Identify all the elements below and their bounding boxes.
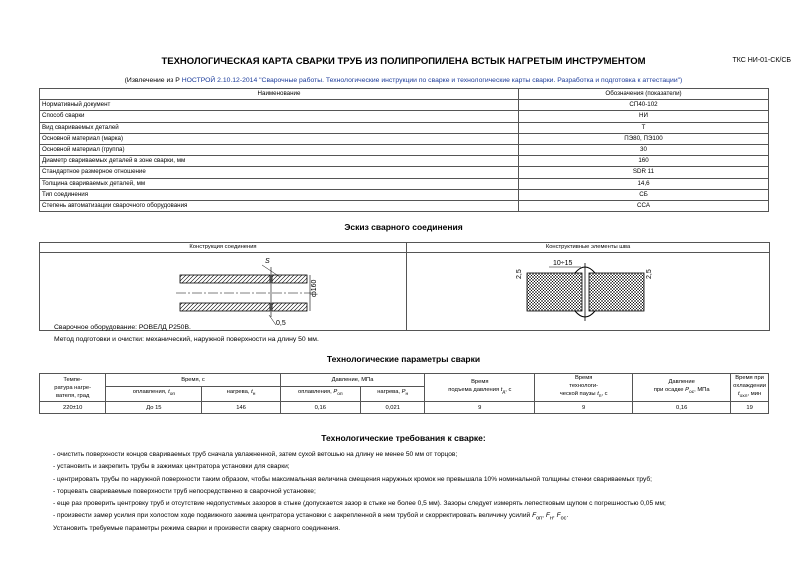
sub-time-melt-label: оплавления,: [132, 389, 167, 396]
params-header-value: Обозначения (показатели): [519, 89, 769, 100]
col-pressure: Давление, МПа: [280, 374, 425, 387]
param-value: 14,6: [519, 178, 769, 189]
sub-time-heat: нагрева, $t_н$: [202, 386, 280, 401]
requirement-item: - установить и закрепить трубы в зажимах центратора установки для сварки;: [53, 463, 290, 470]
dim-range-label: 10÷15: [553, 260, 573, 267]
sub-time-melt: оплавления, $t_{оп}$: [106, 386, 202, 401]
requirement-item: - торцевать свариваемые поверхности труб непосредственно в сварочной установке;: [53, 488, 316, 495]
sketch-col-elements: Конструктивные элементы шва: [407, 243, 770, 253]
sub-pressure-heat-label: нагрева,: [377, 389, 401, 396]
col-lift-time: Время подъема давления $t_д$, с: [425, 374, 535, 402]
param-value: НИ: [519, 111, 769, 122]
table-row: [40, 111, 769, 122]
temp-h3: вателя, град: [55, 392, 90, 399]
sketch-title: Эскиз сварного соединения: [344, 222, 463, 232]
col-temperature: [40, 374, 106, 402]
value-temperature: 220±10: [40, 402, 106, 414]
value-heat-time: 146: [202, 402, 280, 414]
param-name: Стандартное размерное отношение: [40, 167, 519, 178]
requirement-item: - произвести замер усилия при холостом ходе подвижного зажима центратора установки с закрепленной в нем трубой и скорректировать величину усилий $F_{оп}$, $F_н$, $F_{ос}$.: [53, 512, 569, 522]
value-lift-time: 9: [425, 402, 535, 414]
table-row: [40, 189, 769, 200]
pipe-wall-left: [527, 273, 582, 311]
cool-unit: , мин: [747, 391, 762, 397]
param-value: СП40-102: [519, 100, 769, 111]
col-time: Время, с: [106, 374, 280, 387]
sub-pressure-heat: нагрева, $P_н$: [360, 386, 424, 401]
joint-construction-drawing: [40, 253, 406, 328]
param-name: Основной материал (группа): [40, 145, 519, 156]
table-row: [40, 156, 769, 167]
pipe-wall-right: [589, 273, 644, 311]
pause-h2: технологи-: [569, 383, 599, 389]
table-row: [40, 167, 769, 178]
weld-elements-cell: [407, 253, 770, 331]
requirements-title: Технологические требования к сварке:: [321, 433, 486, 443]
param-value: ССА: [519, 201, 769, 212]
pause-unit: , с: [601, 391, 608, 397]
tech-params-title: Технологические параметры сварки: [326, 354, 481, 364]
table-row: [40, 133, 769, 144]
extract-note: [0, 77, 807, 84]
requirement-item-text: - произвести замер усилия при холостом ходе подвижного зажима центратора установки с закрепленной в нем трубой и скорректировать величину усилий: [53, 512, 531, 519]
lift-h2: подъема давления: [448, 387, 500, 393]
temp-h2: ратура нагре-: [54, 384, 92, 391]
table-row: [40, 100, 769, 111]
sketch-col-construction: Конструкция соединения: [40, 243, 407, 253]
lift-unit: , с: [505, 387, 512, 393]
param-value: ПЭ80, ПЭ100: [519, 133, 769, 144]
value-cooling-time: 19: [731, 402, 769, 414]
sub-time-heat-label: нагрева,: [226, 389, 250, 396]
requirement-item: - центрировать трубы по наружной поверхности таким образом, чтобы максимальная величина смещения наружных кромок не превышала 10% номинальной толщины стенки свариваемых труб;: [53, 476, 652, 483]
param-name: Вид свариваемых деталей: [40, 122, 519, 133]
param-value: 30: [519, 145, 769, 156]
document-code: ТКС НИ-01-СК/СБ: [732, 57, 791, 64]
gap-leader: [269, 315, 276, 325]
dim-25b-label: 2,5: [646, 269, 653, 279]
col-cooling-time: Время при охлаждении $t_{охл}$, мин: [731, 374, 769, 402]
param-name: Основной материал (марка): [40, 133, 519, 144]
parameters-table: [39, 88, 769, 212]
tech-params-table: [39, 373, 769, 414]
param-value: Т: [519, 122, 769, 133]
param-name: Степень автоматизации сварочного оборудования: [40, 201, 519, 212]
param-name: Способ сварки: [40, 111, 519, 122]
equipment-line: Сварочное оборудование: РОВЕЛД Р250В.: [54, 324, 191, 331]
sub-pressure-melt-label: оплавления,: [298, 389, 332, 396]
value-heat-pressure: 0,021: [360, 402, 424, 414]
joint-construction-cell: [40, 253, 407, 331]
pause-h1: Время: [574, 375, 593, 381]
param-value: СБ: [519, 189, 769, 200]
cleaning-method-line: Метод подготовки и очистки: механический, наружной поверхности на длину 50 мм.: [54, 336, 319, 343]
extract-suffix: "Сварочные работы. Технологические инструкции по сварке и технологические карты сварки. Разработка и подготовка к аттестации"): [257, 77, 683, 84]
params-header-name: Наименование: [40, 89, 519, 100]
extract-prefix: (Извлечение из Р: [124, 77, 182, 84]
cool-h1: Время при: [735, 375, 764, 381]
param-name: Диаметр свариваемых деталей в зоне сварки, мм: [40, 156, 519, 167]
table-row: [40, 201, 769, 212]
value-melt-pressure: 0,16: [280, 402, 360, 414]
requirement-item: - еще раз проверить центровку труб и отсутствие недопустимых зазоров в стыке (допускается зазор в стыке не более 0,5 мм). Зазоры следует измерять лепестковым щупом с погрешностью 0,05 мм;: [53, 500, 666, 507]
upset-h2: при осадке: [653, 387, 684, 393]
param-value: SDR 11: [519, 167, 769, 178]
param-name: Тип соединения: [40, 189, 519, 200]
requirements-final: Установить требуемые параметры режима сварки и произвести сварку сварного соединения.: [53, 525, 341, 532]
lift-h1: Время: [471, 379, 489, 385]
weld-elements-drawing: [407, 253, 769, 328]
col-upset-pressure: Давление при осадке $P_{ос}$, МПа: [633, 374, 731, 402]
upset-h1: Давление: [668, 379, 695, 385]
dim-s-label: S: [265, 258, 270, 265]
pause-h3: ческой паузы: [559, 391, 596, 397]
param-name: Нормативный документ: [40, 100, 519, 111]
value-upset-pressure: 0,16: [633, 402, 731, 414]
value-pause-time: 9: [535, 402, 633, 414]
sub-pressure-melt: оплавления, $P_{оп}$: [280, 386, 360, 401]
dim-half-label: 0,5: [276, 320, 286, 327]
table-row: [40, 145, 769, 156]
dim-25a-label: 2,5: [516, 269, 523, 279]
cool-h2: охлаждении: [733, 383, 766, 389]
param-value: 160: [519, 156, 769, 167]
col-pause-time: Время технологи- ческой паузы $t_п$, с: [535, 374, 633, 402]
table-row: [40, 122, 769, 133]
upset-unit: , МПа: [694, 387, 710, 393]
table-row: [40, 178, 769, 189]
sketch-table: [39, 242, 770, 331]
temp-h1: Темпе-: [63, 376, 83, 383]
dim-phi-label: ф160: [311, 279, 318, 297]
extract-link[interactable]: НОСТРОЙ 2.10.12-2014: [181, 77, 258, 84]
requirement-item: - очистить поверхности концов свариваемых труб сначала увлажненной, затем сухой ветошью на длину не менее 50 мм от торцов;: [53, 451, 458, 458]
value-melt-time: До 15: [106, 402, 202, 414]
page-title: ТЕХНОЛОГИЧЕСКАЯ КАРТА СВАРКИ ТРУБ ИЗ ПОЛИПРОПИЛЕНА ВСТЫК НАГРЕТЫМ ИНСТРУМЕНТОМ: [161, 56, 646, 67]
param-name: Толщина свариваемых деталей, мм: [40, 178, 519, 189]
table-row: [40, 402, 769, 414]
